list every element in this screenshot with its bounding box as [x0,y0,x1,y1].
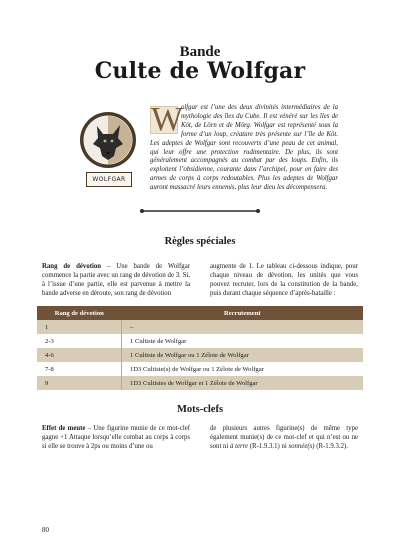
recruit-cell: 1D3 Cultiste(s) de Wolfgar ou 1 Zélote de Wolfgar [122,362,364,376]
keywords-left-text: – Une figurine munie de ce mot-clef gagne +1 Attaque lorsqu’elle combat au corps à corps si elle se trouve à 2ps ou moins d’une ou [42,425,191,450]
keywords-right-text-1: de plusieurs autres figurine(s) de même type également munie(s) de ce mot-clef et qui n’est ou ne sont ni [210,425,358,450]
keywords-left-column [42,425,190,452]
page-number: 80 [42,526,49,534]
effect-label: Effet de meute [42,425,86,432]
table-row [37,320,363,334]
recruit-cell: 1 Cultiste de Wolfgar [122,334,364,348]
keywords-right-text-3: (R-1.9.3.2). [314,442,348,450]
table-header-row [37,306,363,320]
special-rules-heading: Règles spéciales [164,236,236,247]
table-row [37,376,363,390]
ornament-divider [138,206,262,216]
recruit-cell: 1 Cultiste de Wolfgar ou 1 Zélote de Wolfgar [122,348,364,362]
rules-right-column: augmente de 1. Le tableau ci-dessous indique, pour chaque niveau de dévotion, les unités que vous pouvez recruter, lors de la constitution de la bande, puis durant chaque séquence d’après-bataille : [210,263,358,297]
table-row [37,362,363,376]
rank-cell: 7-8 [37,362,122,376]
intro-paragraph [150,101,338,193]
recruitment-table [37,306,363,390]
keywords-right-italic-2: sonnée(s) [288,442,315,450]
emblem-banner: WOLFGAR [86,172,132,187]
rank-cell: 4-6 [37,348,122,362]
recruit-cell: – [122,320,364,334]
keywords-right-text-2: (R-1.9.3.1) ni [248,442,289,450]
rules-left-column [42,263,190,299]
wolf-emblem-icon [78,110,138,170]
rules-left-text: – Une bande de Wolfgar commence la partie avec un rang de dévotion de 3. Si, à l’issue d’une partie, elle est parvenue à mettre la bande adverse en déroute, son rang de dévotion [42,263,190,297]
keywords-heading: Mots-clefs [176,404,224,415]
rank-cell: 2-3 [37,334,122,348]
table-row [37,334,363,348]
table-header-rank: Rang de dévotion [37,306,122,320]
drop-cap: W [151,101,184,138]
rank-cell: 1 [37,320,122,334]
keywords-right-column [210,425,358,452]
page-title: Culte de Wolfgar [94,58,306,84]
table-row [37,348,363,362]
recruit-cell: 1D3 Cultistes de Wolfgar et 1 Zélote de Wolfgar [122,376,364,390]
rank-label: Rang de dévotion [42,263,102,270]
intro-text: olfgar est l’une des deux divinités intermédiaires de la mythologie des îles du Cube. Il est vénéré sur les îles de Köt, de Lörn et de Mörg. Wolfgar est représenté sous la forme d’un loup, créature très présente sur l’île de Köt. Les adeptes de Wolfgar sont recouverts d’une peau de cet animal, qui leur offre une protection rudimentaire. De plus, ils sont généralement accompagnés au combat par des loups. Enfin, ils exploitent l’obsidienne, courante dans l’archipel, pour en faire des armes de corps à corps redoutables. Plus les adeptes de Wolfgar auront massacré leurs ennemis, plus leur dieu les décompensera. [150,104,338,192]
section-kicker: Bande [179,44,221,60]
rank-cell: 9 [37,376,122,390]
table-header-recruit: Recrutement [122,306,364,320]
keywords-right-italic-1: à terre [230,442,249,450]
